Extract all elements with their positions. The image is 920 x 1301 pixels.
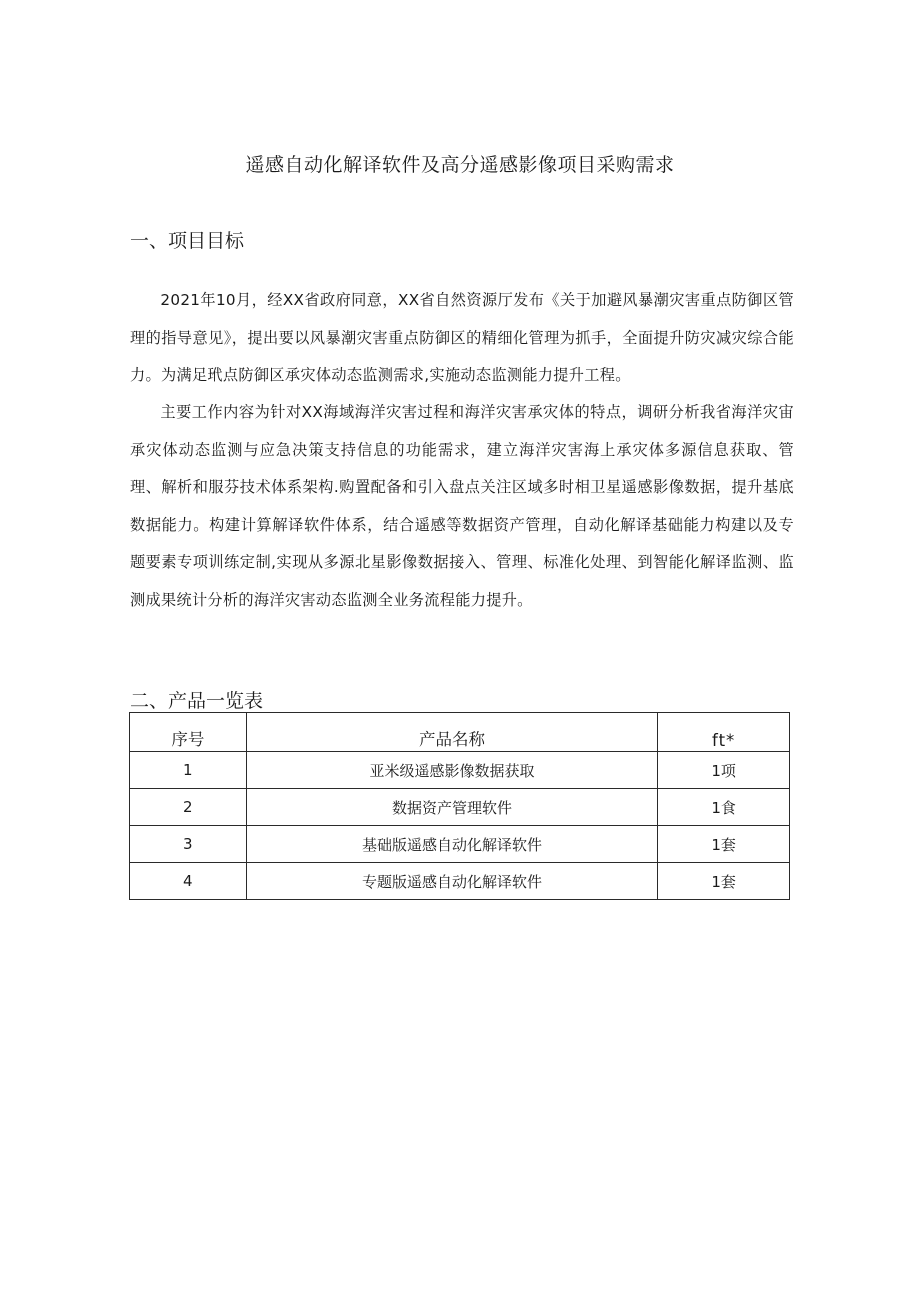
document-title: 遥感自动化解译软件及高分遥感影像项目采购需求 — [245, 154, 675, 176]
cell-product-name: 基础版遥感自动化解译软件 — [246, 826, 658, 863]
cell-quantity: 1食 — [658, 789, 790, 826]
cell-seq: 3 — [130, 826, 247, 863]
header-quantity: ft* — [658, 713, 790, 752]
cell-seq: 1 — [130, 752, 247, 789]
paragraph-main-work: 主要工作内容为针对XX海域海洋灾害过程和海洋灾害承灾体的特点，调研分析我省海洋灾宙承灾体动态监测与应急决策支持信息的功能需求，建立海洋灾害海上承灾体多源信息获取、管理、解析和服芬技术体系架构.购置配备和引入盘点关注区域多时相卫星遥感影像数据，提升基底数据能力。构建计算解译软件体系，结合遥感等数据资产管理，自动化解译基础能力构建以及专题要素专项训练定制,实现从多源北星影像数据接入、管理、标准化处理、到智能化解译监测、监测成果统计分析的海洋灾害动态监测全业务流程能力提升。 — [130, 403, 794, 609]
section-heading-project-goal: 一、项目目标 — [130, 230, 245, 252]
header-product-name: 产品名称 — [246, 713, 658, 752]
table-row — [130, 789, 790, 826]
cell-product-name: 亚米级遥感影像数据获取 — [246, 752, 658, 789]
cell-product-name: 数据资产管理软件 — [246, 789, 658, 826]
table-row — [130, 863, 790, 900]
table-row — [130, 752, 790, 789]
cell-quantity: 1套 — [658, 863, 790, 900]
section-heading-product-list: 二、产品一览表 — [130, 690, 264, 712]
cell-seq: 2 — [130, 789, 247, 826]
paragraph-background: 2021年10月，经XX省政府同意，XX省自然资源厅发布《关于加避风暴潮灾害重点防御区管理的指导意见》，提出要以风暴潮灾害重点防御区的精细化管理为抓手，全面提升防灾减灾综合能力。为满足玳点防御区承灾体动态监测需求,实施动态监测能力提升工程。 — [130, 291, 794, 384]
cell-seq: 4 — [130, 863, 247, 900]
table-header-row — [130, 713, 790, 752]
table-row — [130, 826, 790, 863]
cell-quantity: 1套 — [658, 826, 790, 863]
cell-quantity: 1项 — [658, 752, 790, 789]
product-table — [129, 712, 790, 900]
header-seq: 序号 — [130, 713, 247, 752]
cell-product-name: 专题版遥感自动化解译软件 — [246, 863, 658, 900]
